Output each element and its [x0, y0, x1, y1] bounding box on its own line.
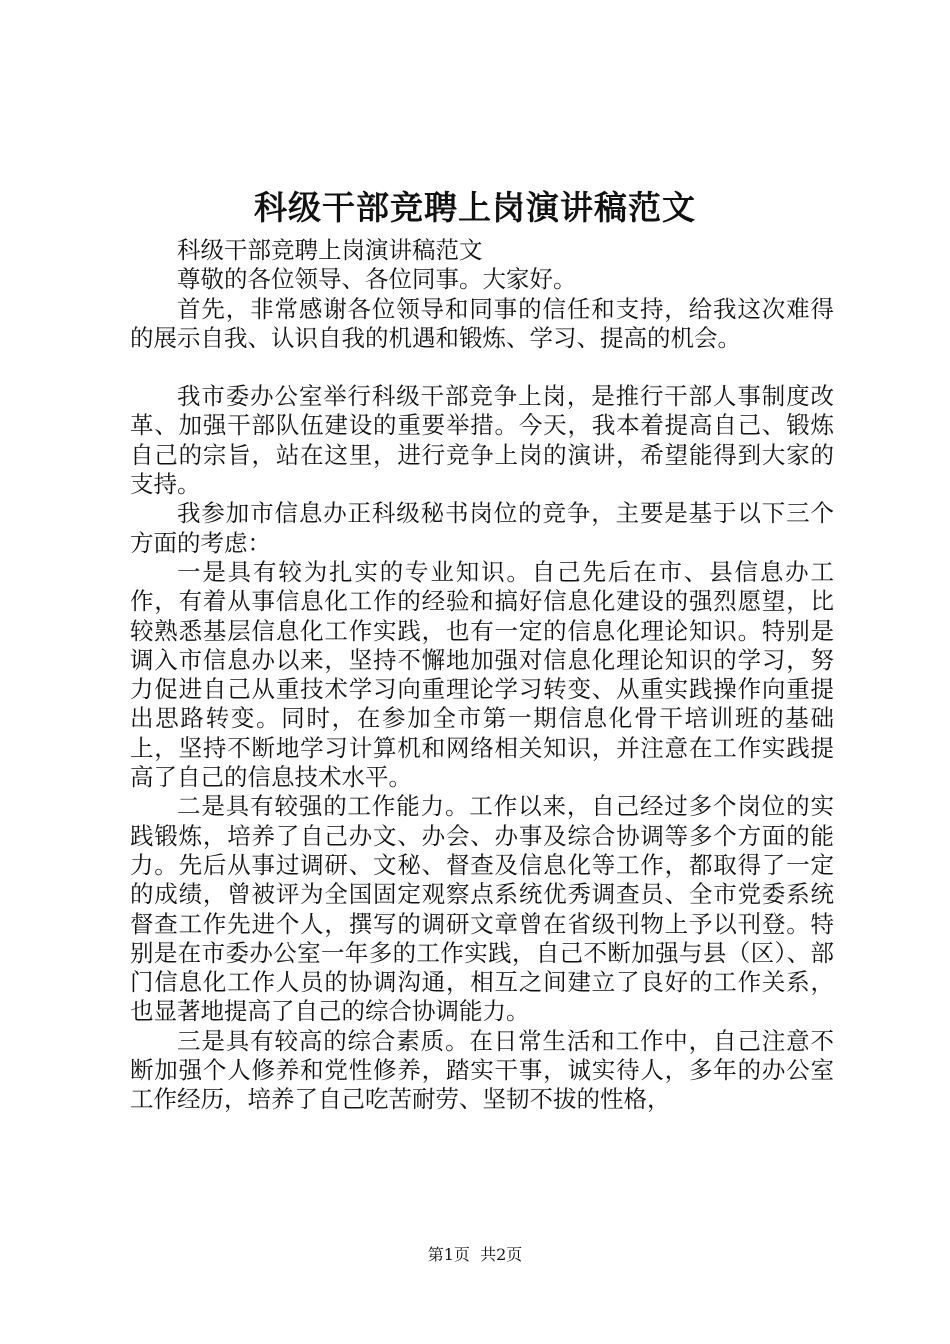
- paragraph-point-one: 一是具有较为扎实的专业知识。自己先后在市、县信息办工作，有着从事信息化工作的经验和搞好信息化建设的强烈愿望，比较熟悉基层信息化工作实践，也有一定的信息化理论知识。特别是调入市信息办以来，坚持不懈地加强对信息化理论知识的学习，努力促进自己从重技术学习向重理论学习转变、从重实践操作向重提出思路转变。同时，在参加全市第一期信息化骨干培训班的基础上，坚持不断地学习计算机和网络相关知识，并注意在工作实践提高了自己的信息技术水平。: [130, 557, 834, 792]
- paragraph-thanks: 首先，非常感谢各位领导和同事的信任和支持，给我这次难得的展示自我、认识自我的机遇和锻炼、学习、提高的机会。: [130, 294, 834, 352]
- document-body: [130, 236, 834, 1115]
- page-footer: [0, 1244, 950, 1266]
- paragraph-point-two: 二是具有较强的工作能力。工作以来，自己经过多个岗位的实践锻炼，培养了自己办文、办会、办事及综合协调等多个方面的能力。先后从事过调研、文秘、督查及信息化等工作，都取得了一定的成绩，曾被评为全国固定观察点系统优秀调查员、全市党委系统督查工作先进个人，撰写的调研文章曾在省级刊物上予以刊登。特别是在市委办公室一年多的工作实践，自己不断加强与县（区）、部门信息化工作人员的协调沟通，相互之间建立了良好的工作关系，也显著地提高了自己的综合协调能力。: [130, 792, 834, 1026]
- paragraph-point-three: 三是具有较高的综合素质。在日常生活和工作中，自己注意不断加强个人修养和党性修养，踏实干事，诚实待人，多年的办公室工作经历，培养了自己吃苦耐劳、坚韧不拔的性格，: [130, 1026, 834, 1114]
- paragraph-intro: 我市委办公室举行科级干部竞争上岗，是推行干部人事制度改革、加强干部队伍建设的重要举措。今天，我本着提高自己、锻炼自己的宗旨，站在这里，进行竞争上岗的演讲，希望能得到大家的支持。: [130, 382, 834, 499]
- page-total: 共2页: [480, 1245, 523, 1264]
- paragraph-position: 我参加市信息办正科级秘书岗位的竞争，主要是基于以下三个方面的考虑：: [130, 499, 834, 557]
- page-number: 第1页: [427, 1245, 470, 1264]
- paragraph-subtitle: 科级干部竞聘上岗演讲稿范文: [177, 236, 483, 264]
- document-title: 科级干部竞聘上岗演讲稿范文: [254, 188, 696, 227]
- paragraph-greeting: 尊敬的各位领导、各位同事。大家好。: [177, 265, 577, 294]
